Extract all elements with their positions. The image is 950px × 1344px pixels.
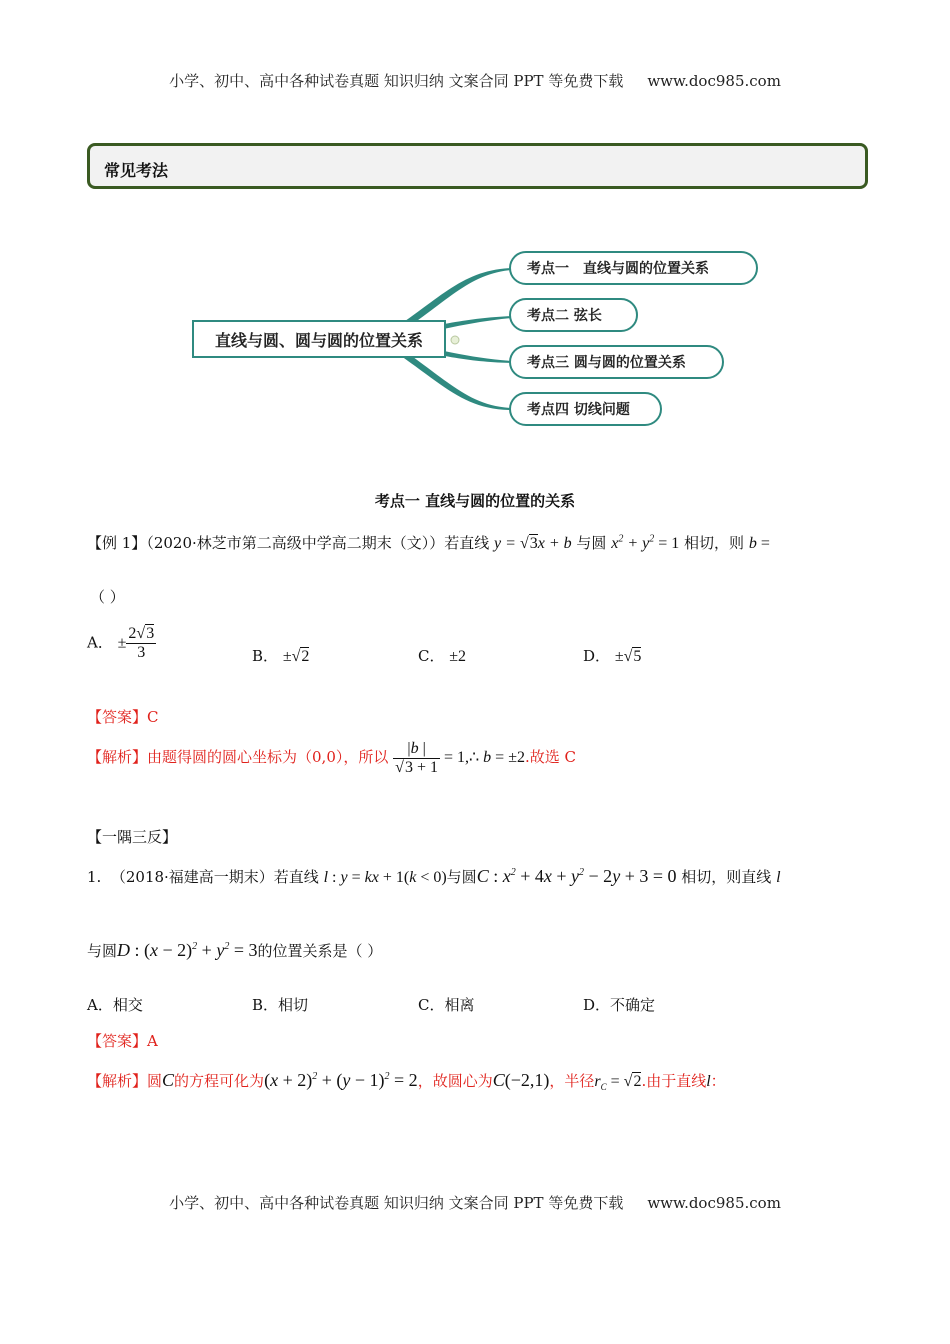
example1-analysis: 【解析】由题得圆的圆心坐标为（0,0），所以 $\frac{|b |}{√3 + 1}$ = 1,∴ b = ±2.故选 C (87, 740, 576, 776)
q1-line-eq: l : y = kx + 1(k < 0) (323, 869, 447, 886)
mindmap-root: 直线与圆、圆与圆的位置关系 (192, 320, 446, 358)
example1-blank: （ ） (90, 588, 125, 606)
example1-option-d[interactable]: D． ±√5 (583, 647, 642, 665)
practice-option-b[interactable]: B．相切 (252, 996, 309, 1014)
header-text: 小学、初中、高中各种试卷真题 知识归纳 文案合同 PPT 等免费下载 (169, 72, 624, 90)
mindmap-connectors (0, 240, 950, 440)
mindmap-node-1: 考点一 直线与圆的位置关系 (509, 251, 758, 285)
page-footer (0, 1192, 950, 1213)
example1-option-a[interactable]: A． ± $\frac{2√3}{3}$ (87, 625, 155, 661)
practice-option-d[interactable]: D．不确定 (583, 996, 656, 1014)
example1-circle-eq: $x^2 + y^2 = 1$ (611, 533, 680, 552)
section-header-box (87, 143, 868, 189)
mindmap-node-4: 考点四 切线问题 (509, 392, 662, 426)
kaodian1-title: 考点一 直线与圆的位置的关系 (374, 492, 576, 510)
example1-question (87, 532, 770, 553)
header-url[interactable]: www.doc985.com (647, 72, 781, 90)
option-a-fraction: $\frac{2√3}{3}$ (128, 625, 155, 661)
practice-option-a[interactable]: A．相交 (87, 996, 143, 1014)
practice-q1-line2: 与圆D : $(x - 2)^2 + y^2 = 3$的位置关系是（ ） (87, 940, 383, 960)
practice-option-c[interactable]: C．相离 (418, 996, 475, 1014)
mindmap-node-2: 考点二 弦长 (509, 298, 638, 332)
section-title: 常见考法 (104, 161, 169, 180)
example1-mid1: 与圆 (576, 534, 607, 552)
practice-q1-line1: 1. （2018·福建高一期末）若直线 l : y = kx + 1(k < 0)与圆C : $x^2 + 4x + y^2 - 2y + 3 = 0$ 相切，则直线 l (87, 866, 781, 886)
example1-b-var: b = (748, 535, 770, 552)
example1-line-eq: y = √3x + b (494, 535, 572, 552)
analysis-circle-eq: $(x + 2)^2 + (y - 1)^2 = 2$ (264, 1070, 418, 1090)
mindmap-dot (451, 336, 459, 344)
footer-url[interactable]: www.doc985.com (647, 1194, 781, 1212)
mindmap-node-3: 考点三 圆与圆的位置关系 (509, 345, 724, 379)
q1-circle-c-eq: C : $x^2 + 4x + y^2 - 2y + 3 = 0$ (476, 866, 677, 886)
analysis-formula: $\frac{|b |}{√3 + 1}$ = 1,∴ b = ±2 (395, 740, 525, 776)
page-header (0, 70, 950, 91)
example1-mid2: 相切，则 (684, 534, 745, 552)
practice-analysis: 【解析】圆C的方程可化为$(x + 2)^2 + (y - 1)^2 = 2$，故圆心为C(−2,1)，半径$r_C = √2$.由于直线l： (87, 1070, 726, 1093)
example1-option-b[interactable]: B． ±√2 (252, 647, 310, 665)
footer-text: 小学、初中、高中各种试卷真题 知识归纳 文案合同 PPT 等免费下载 (169, 1194, 624, 1212)
example1-answer: 【答案】C (87, 708, 159, 726)
analysis-center: C(−2,1) (492, 1070, 550, 1090)
analysis-radius: $r_C = √2$ (594, 1073, 642, 1093)
practice-heading: 【一隅三反】 (87, 828, 178, 846)
example1-option-c[interactable]: C． ±2 (418, 647, 467, 665)
example1-source: （2020·林芝市第二高级中学高二期末（文））若直线 (146, 534, 490, 552)
example1-label: 【例 1】 (87, 534, 147, 552)
q1-circle-d-eq: D : $(x - 2)^2 + y^2 = 3$ (117, 940, 258, 960)
practice-answer: 【答案】A (87, 1032, 158, 1050)
